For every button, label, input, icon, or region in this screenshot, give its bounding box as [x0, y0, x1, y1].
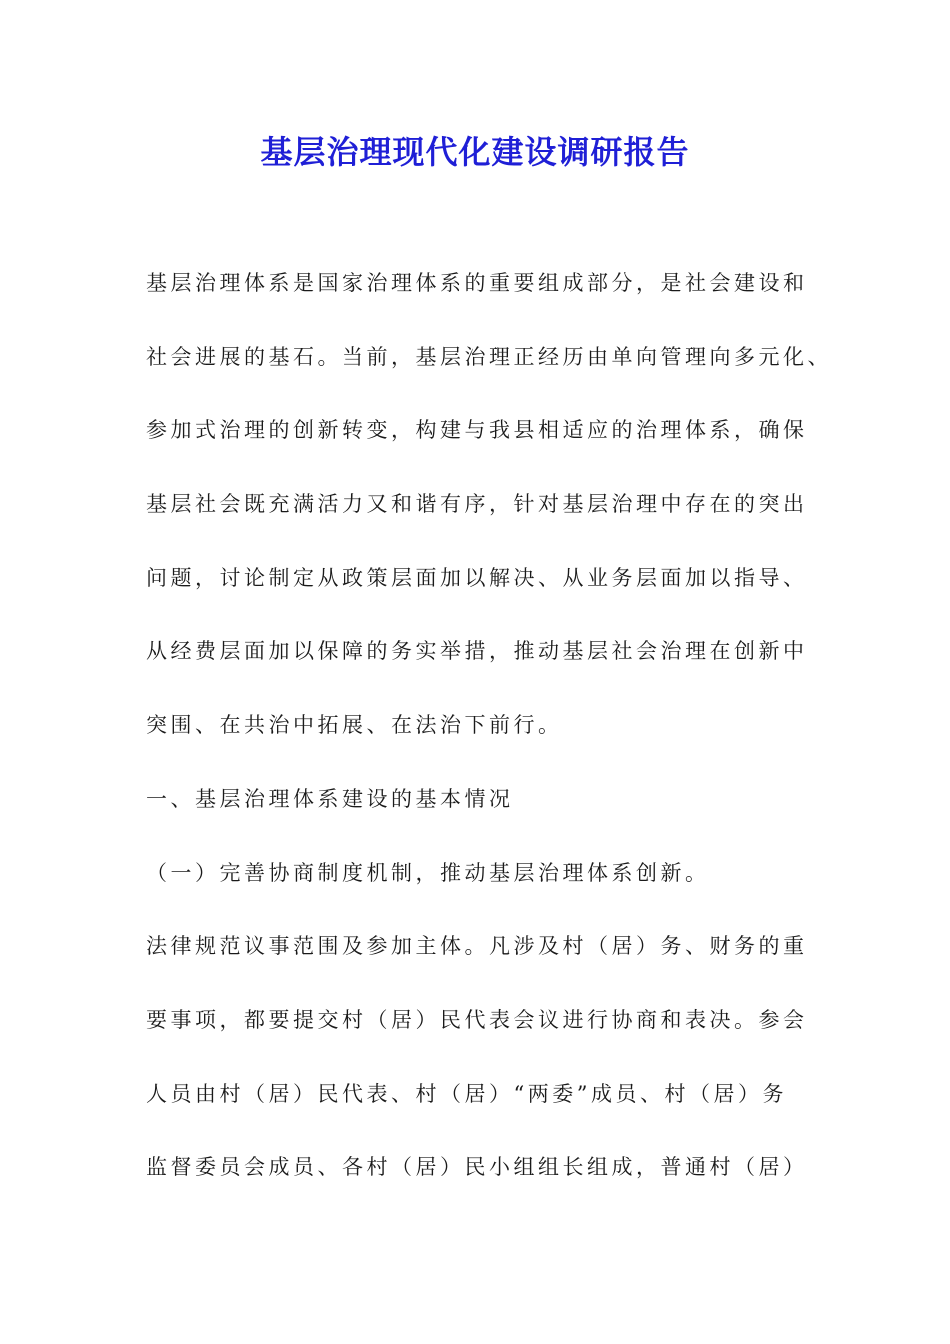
subsection-heading-1: （一）完善协商制度机制，推动基层治理体系创新。 — [146, 860, 710, 885]
body-line-11: 要事项，都要提交村（居）民代表会议进行协商和表决。参会 — [146, 1007, 808, 1032]
body-line-5: 问题，讨论制定从政策层面加以解决、从业务层面加以指导、 — [146, 565, 808, 590]
body-line-3: 参加式治理的创新转变，构建与我县相适应的治理体系，确保 — [146, 418, 808, 443]
body-line-13: 监督委员会成员、各村（居）民小组组长组成，普通村（居） — [146, 1155, 808, 1180]
body-line-7: 突围、在共治中拓展、在法治下前行。 — [146, 713, 563, 738]
document-title: 基层治理现代化建设调研报告 — [260, 133, 690, 171]
section-heading-1: 一、基层治理体系建设的基本情况 — [146, 786, 514, 811]
body-line-2: 社会进展的基石。当前，基层治理正经历由单向管理向多元化、 — [146, 344, 832, 369]
body-line-6: 从经费层面加以保障的务实举措，推动基层社会治理在创新中 — [146, 639, 808, 664]
body-line-12: 人员由村（居）民代表、村（居）“两委”成员、村（居）务 — [146, 1081, 787, 1106]
document-body — [146, 264, 846, 1222]
body-line-4: 基层社会既充满活力又和谐有序，针对基层治理中存在的突出 — [146, 492, 808, 517]
body-line-10: 法律规范议事范围及参加主体。凡涉及村（居）务、财务的重 — [146, 934, 808, 959]
body-line-1: 基层治理体系是国家治理体系的重要组成部分，是社会建设和 — [146, 271, 808, 295]
